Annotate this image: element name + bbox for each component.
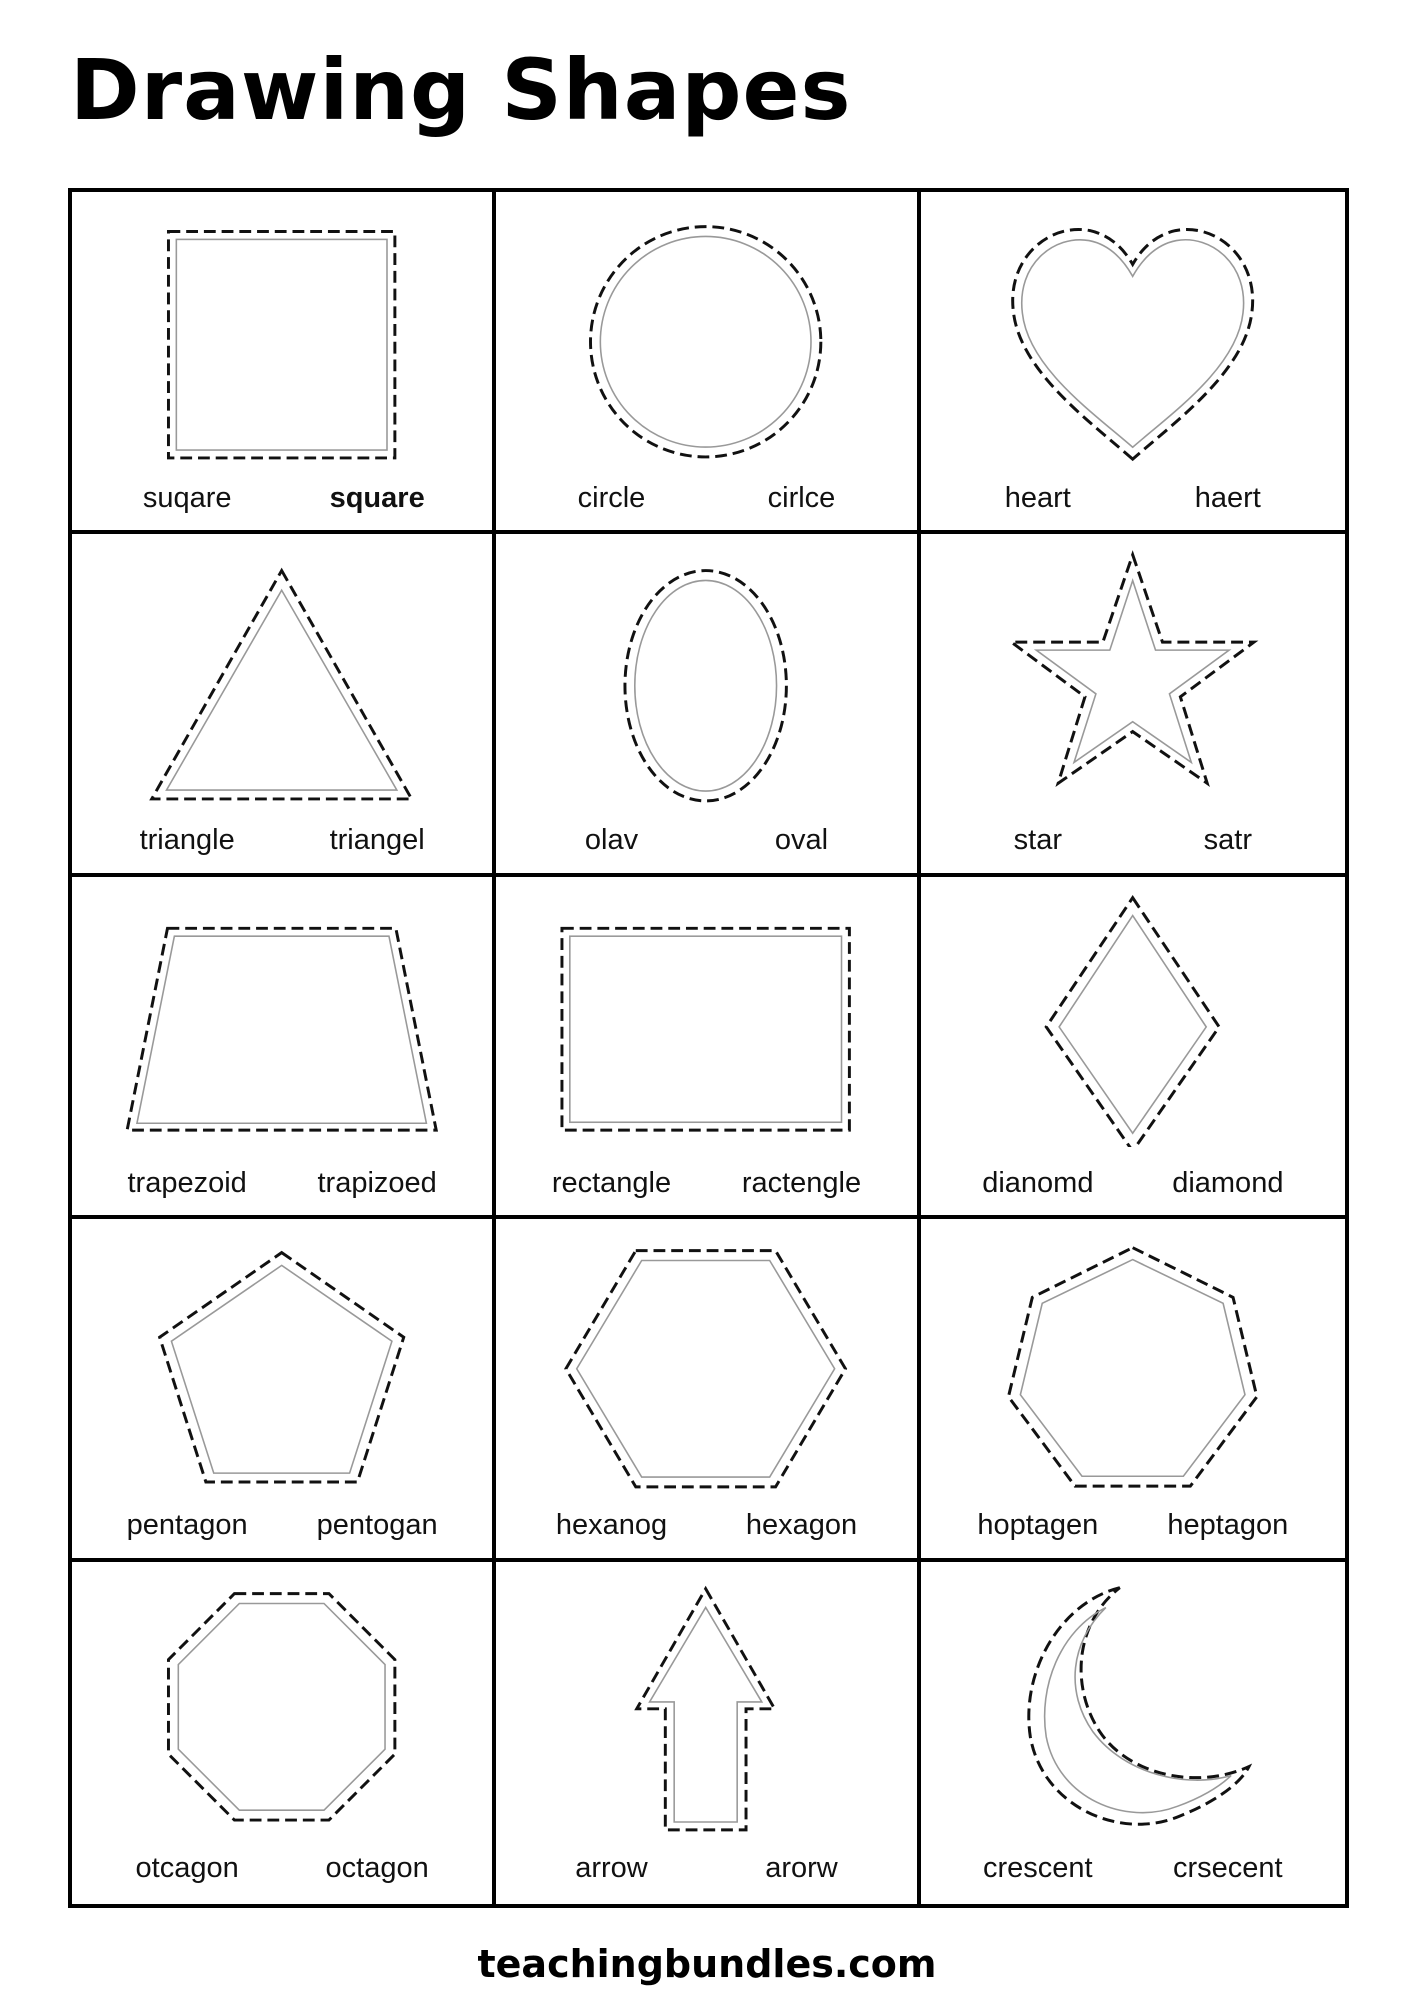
- card-pentagon: [72, 1219, 496, 1561]
- card-star: [921, 534, 1345, 876]
- card-rectangle: [496, 877, 920, 1219]
- shape-grid: [68, 188, 1349, 1908]
- diamond-icon: [921, 877, 1345, 1147]
- word-choice-left[interactable]: dianomd: [982, 1166, 1094, 1199]
- square-icon: [72, 192, 492, 462]
- card-diamond: [921, 877, 1345, 1219]
- trapezoid-icon: [72, 877, 492, 1147]
- word-choice-right[interactable]: triangel: [329, 824, 425, 857]
- card-circle: [496, 192, 920, 534]
- word-choice-right[interactable]: ractengle: [741, 1166, 862, 1199]
- word-choice-left[interactable]: suqare: [142, 482, 232, 514]
- word-choice-right[interactable]: pentogan: [316, 1509, 438, 1542]
- word-choice-right[interactable]: arorw: [765, 1851, 838, 1884]
- word-choice-left[interactable]: otcagon: [135, 1851, 239, 1884]
- card-triangle: [72, 534, 496, 876]
- word-choice-left[interactable]: hoptagen: [977, 1509, 1099, 1542]
- heptagon-icon: [921, 1219, 1345, 1489]
- octagon-icon: [72, 1562, 492, 1832]
- word-choice-left[interactable]: hexanog: [555, 1509, 668, 1542]
- word-choice-right[interactable]: oval: [774, 824, 829, 857]
- card-octagon: [72, 1562, 496, 1904]
- word-choice-right[interactable]: cirlce: [767, 482, 836, 514]
- word-choice-right[interactable]: crsecent: [1173, 1851, 1283, 1884]
- word-choice-left[interactable]: triangle: [139, 824, 235, 857]
- word-choice-left[interactable]: heart: [1004, 482, 1071, 514]
- card-arrow: [496, 1562, 920, 1904]
- word-choice-right[interactable]: hexagon: [745, 1509, 858, 1542]
- card-heart: [921, 192, 1345, 534]
- triangle-icon: [72, 534, 492, 804]
- word-choice-left[interactable]: rectangle: [551, 1166, 672, 1199]
- crescent-icon: [921, 1562, 1345, 1832]
- word-choice-right[interactable]: trapizoed: [317, 1166, 437, 1199]
- footer-url: teachingbundles.com: [477, 1942, 937, 1986]
- word-choice-right[interactable]: octagon: [325, 1851, 429, 1884]
- card-heptagon: [921, 1219, 1345, 1561]
- word-choice-left[interactable]: circle: [577, 482, 646, 514]
- word-choice-right[interactable]: satr: [1203, 824, 1252, 857]
- circle-icon: [496, 192, 916, 462]
- word-choice-right[interactable]: square: [329, 482, 425, 514]
- word-choice-left[interactable]: crescent: [983, 1851, 1093, 1884]
- word-choice-left[interactable]: trapezoid: [127, 1166, 247, 1199]
- arrow-icon: [496, 1562, 916, 1832]
- word-choice-right[interactable]: haert: [1194, 482, 1261, 514]
- word-choice-right[interactable]: diamond: [1172, 1166, 1284, 1199]
- word-choice-left[interactable]: arrow: [575, 1851, 648, 1884]
- word-choice-left[interactable]: pentagon: [126, 1509, 248, 1542]
- rectangle-icon: [496, 877, 916, 1147]
- card-hexagon: [496, 1219, 920, 1561]
- word-choice-right[interactable]: heptagon: [1167, 1509, 1289, 1542]
- card-crescent: [921, 1562, 1345, 1904]
- card-trapezoid: [72, 877, 496, 1219]
- oval-icon: [496, 534, 916, 804]
- card-oval: [496, 534, 920, 876]
- star-icon: [921, 534, 1345, 804]
- word-choice-left[interactable]: star: [1013, 824, 1062, 857]
- card-square: [72, 192, 496, 534]
- page-title: Drawing Shapes: [70, 41, 852, 139]
- word-choice-left[interactable]: olav: [584, 824, 639, 857]
- hexagon-icon: [496, 1219, 916, 1489]
- pentagon-icon: [72, 1219, 492, 1489]
- heart-icon: [921, 192, 1345, 462]
